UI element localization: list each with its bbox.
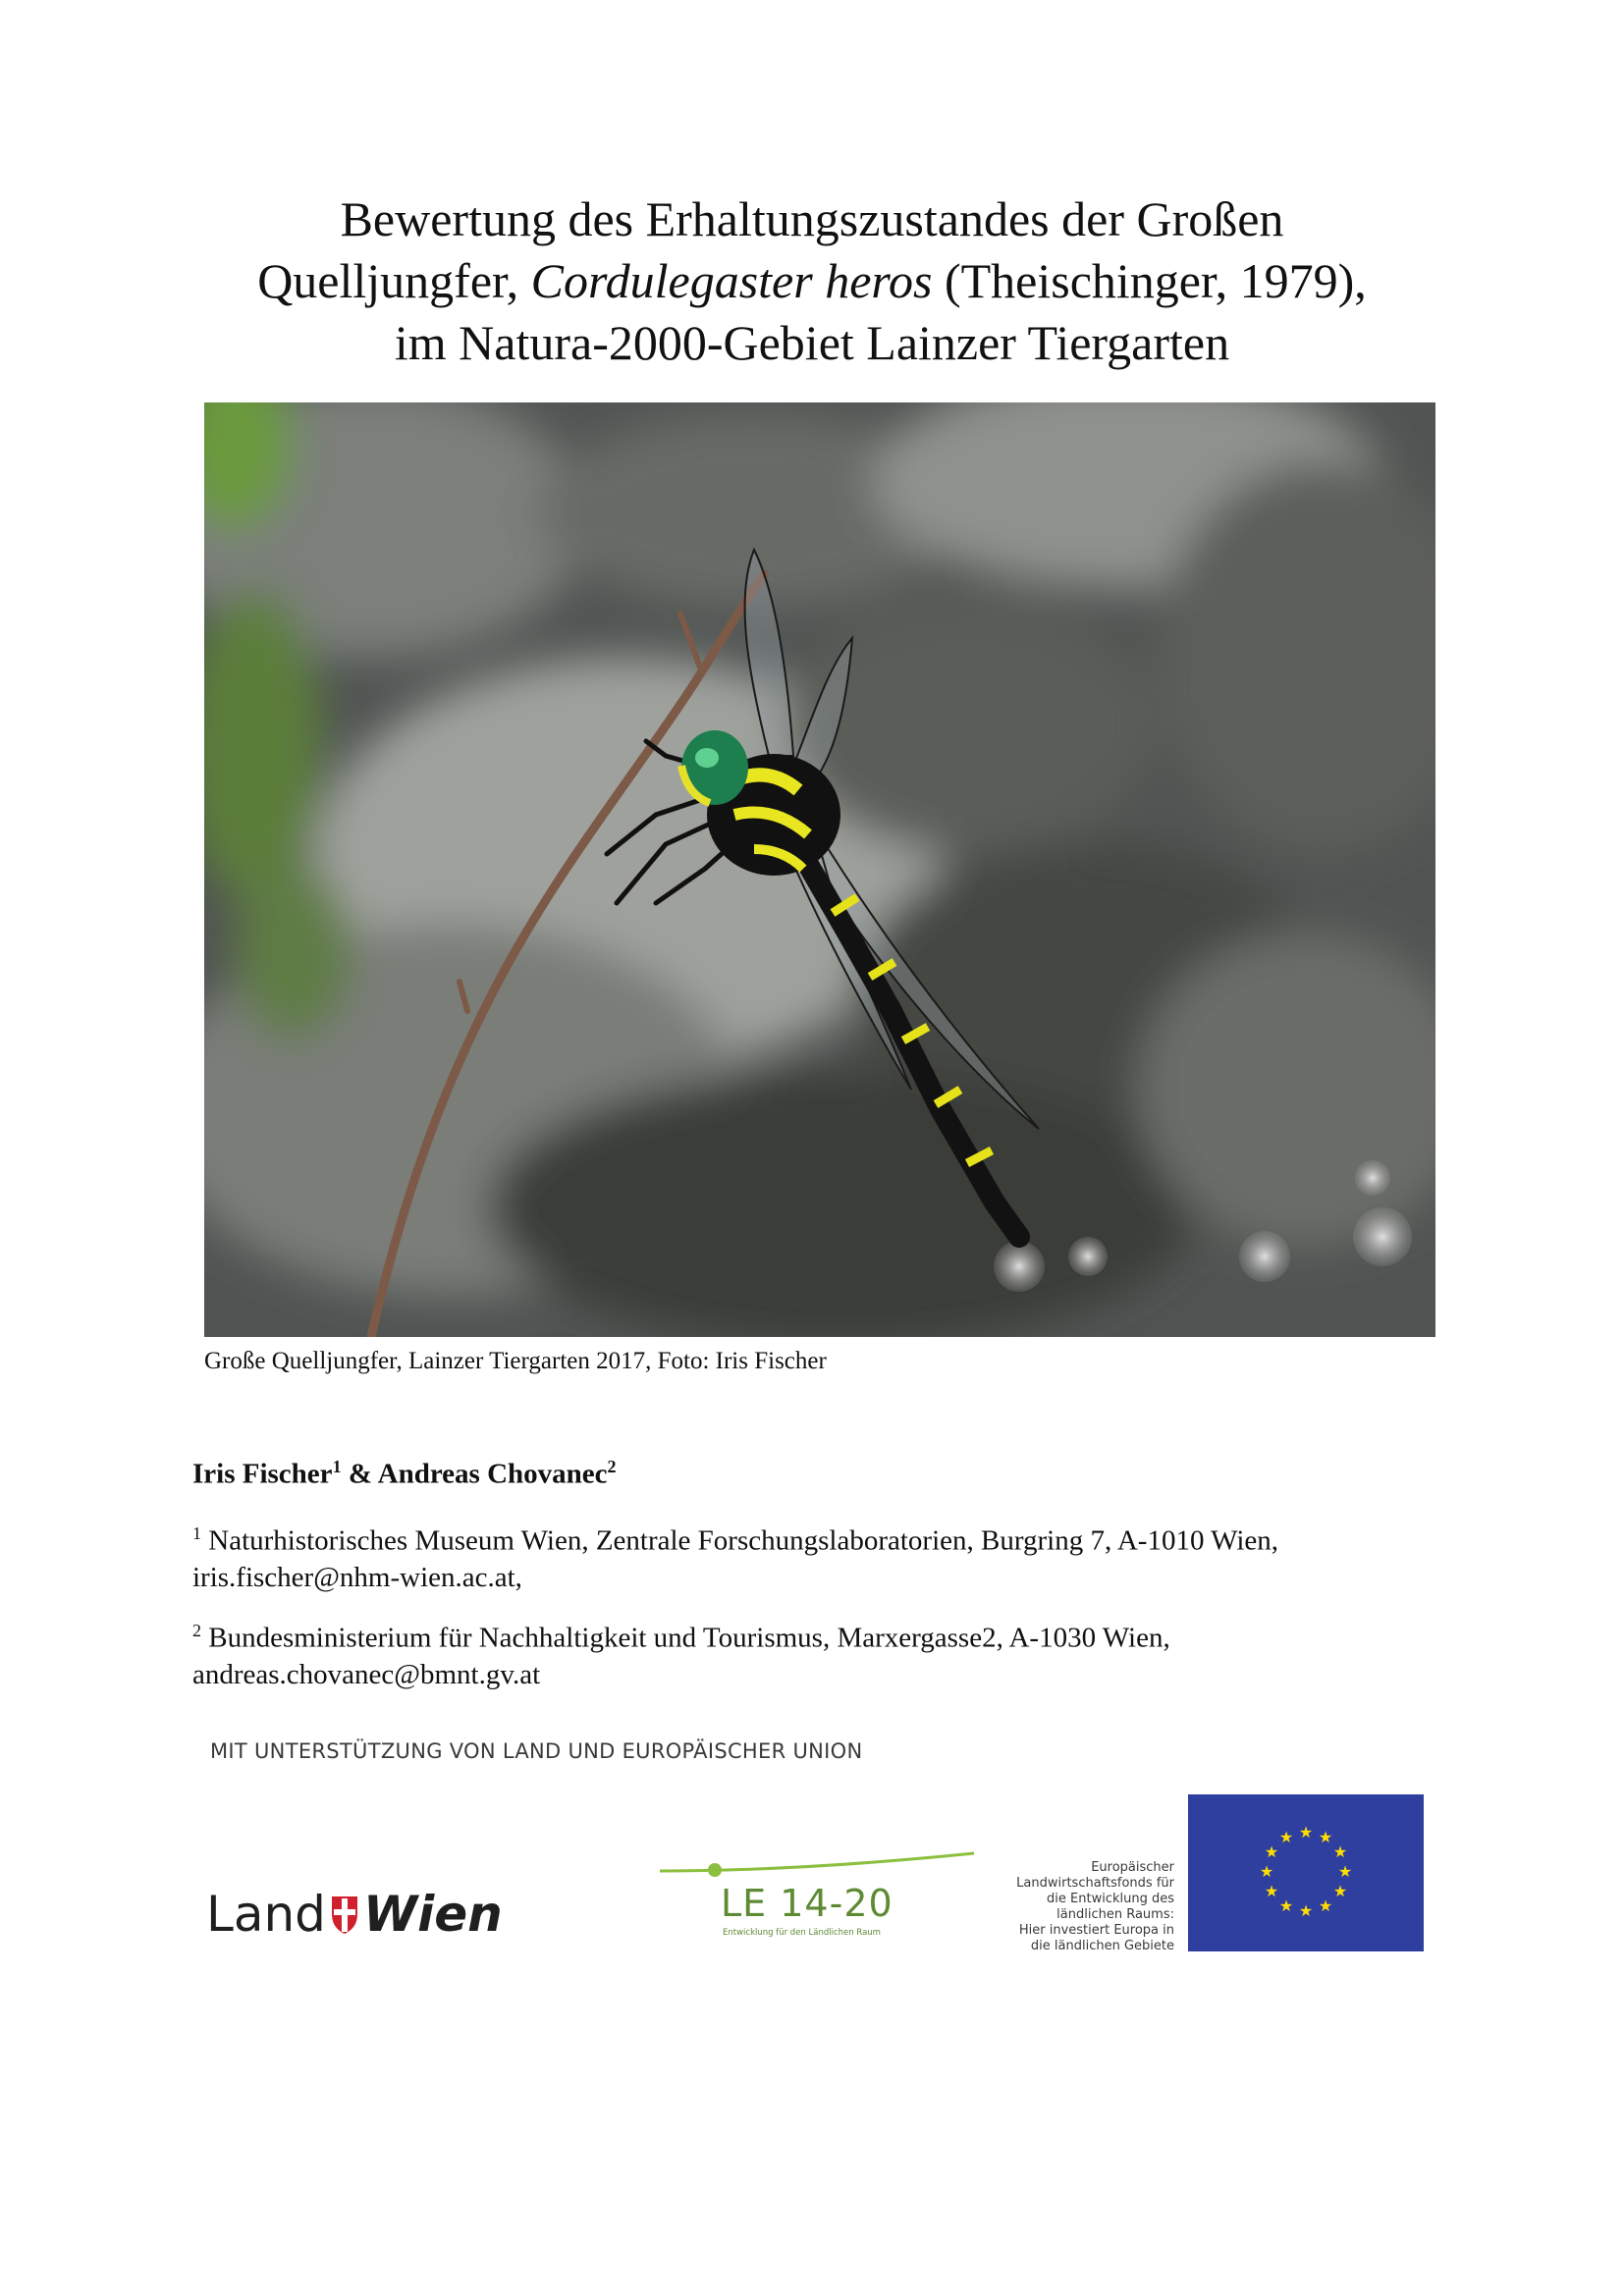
affiliation-2: $^2$ Bundesministerium für Nachhaltigkeit und Tourismus, Marxergasse2, A-1030 Wien, andreas.chovanec@bmnt.gv.at (192, 1621, 1170, 1690)
le-logo-text: LE 14-20 (721, 1882, 893, 1925)
support-statement: MIT UNTERSTÜTZUNG VON LAND UND EUROPÄISCHER UNION (210, 1739, 863, 1763)
svg-text:★: ★ (1318, 1828, 1333, 1846)
affiliation-1: $^1$ Naturhistorisches Museum Wien, Zentrale Forschungslaboratorien, Burgring 7, A-1010 Wien, iris.fischer@nhm-wien.ac.at, (192, 1523, 1279, 1593)
svg-text:★: ★ (1264, 1842, 1279, 1861)
dragonfly-photo (204, 402, 1435, 1337)
svg-text:★: ★ (1264, 1882, 1279, 1900)
photo-caption: Große Quelljungfer, Lainzer Tiergarten 2017, Foto: Iris Fischer (204, 1348, 827, 1374)
land-wien-logo: Land Wien (206, 1886, 503, 1943)
species-name: Cordulegaster heros (530, 253, 933, 308)
title-line-1: Bewertung des Erhaltungszustandes der Großen (340, 191, 1284, 246)
document-title (118, 188, 1506, 374)
svg-text:★: ★ (1332, 1882, 1348, 1900)
eafrd-text: Europäischer Landwirtschaftsfonds für die Entwicklung des ländlichen Raums: Hier investiert Europa in die ländlichen Gebiete (1016, 1860, 1174, 1953)
svg-text:★: ★ (1337, 1862, 1353, 1881)
title-line-2: Quelljungfer, Cordulegaster heros (Theischinger, 1979), (257, 253, 1367, 308)
author-line: Iris Fischer$^1$ & Andreas Chovanec$^2$ (192, 1457, 617, 1490)
svg-text:★: ★ (1298, 1823, 1314, 1842)
title-line-3: im Natura-2000-Gebiet Lainzer Tiergarten (394, 315, 1230, 370)
le-logo-subtitle: Entwicklung für den Ländlichen Raum (723, 1928, 881, 1938)
eu-flag-icon (1188, 1794, 1424, 1951)
svg-text:★: ★ (1278, 1828, 1294, 1846)
svg-text:★: ★ (1259, 1862, 1274, 1881)
svg-text:★: ★ (1278, 1896, 1294, 1915)
vienna-crest-icon (330, 1893, 359, 1936)
svg-text:★: ★ (1332, 1842, 1348, 1861)
svg-text:★: ★ (1318, 1896, 1333, 1915)
svg-text:★: ★ (1298, 1901, 1314, 1920)
